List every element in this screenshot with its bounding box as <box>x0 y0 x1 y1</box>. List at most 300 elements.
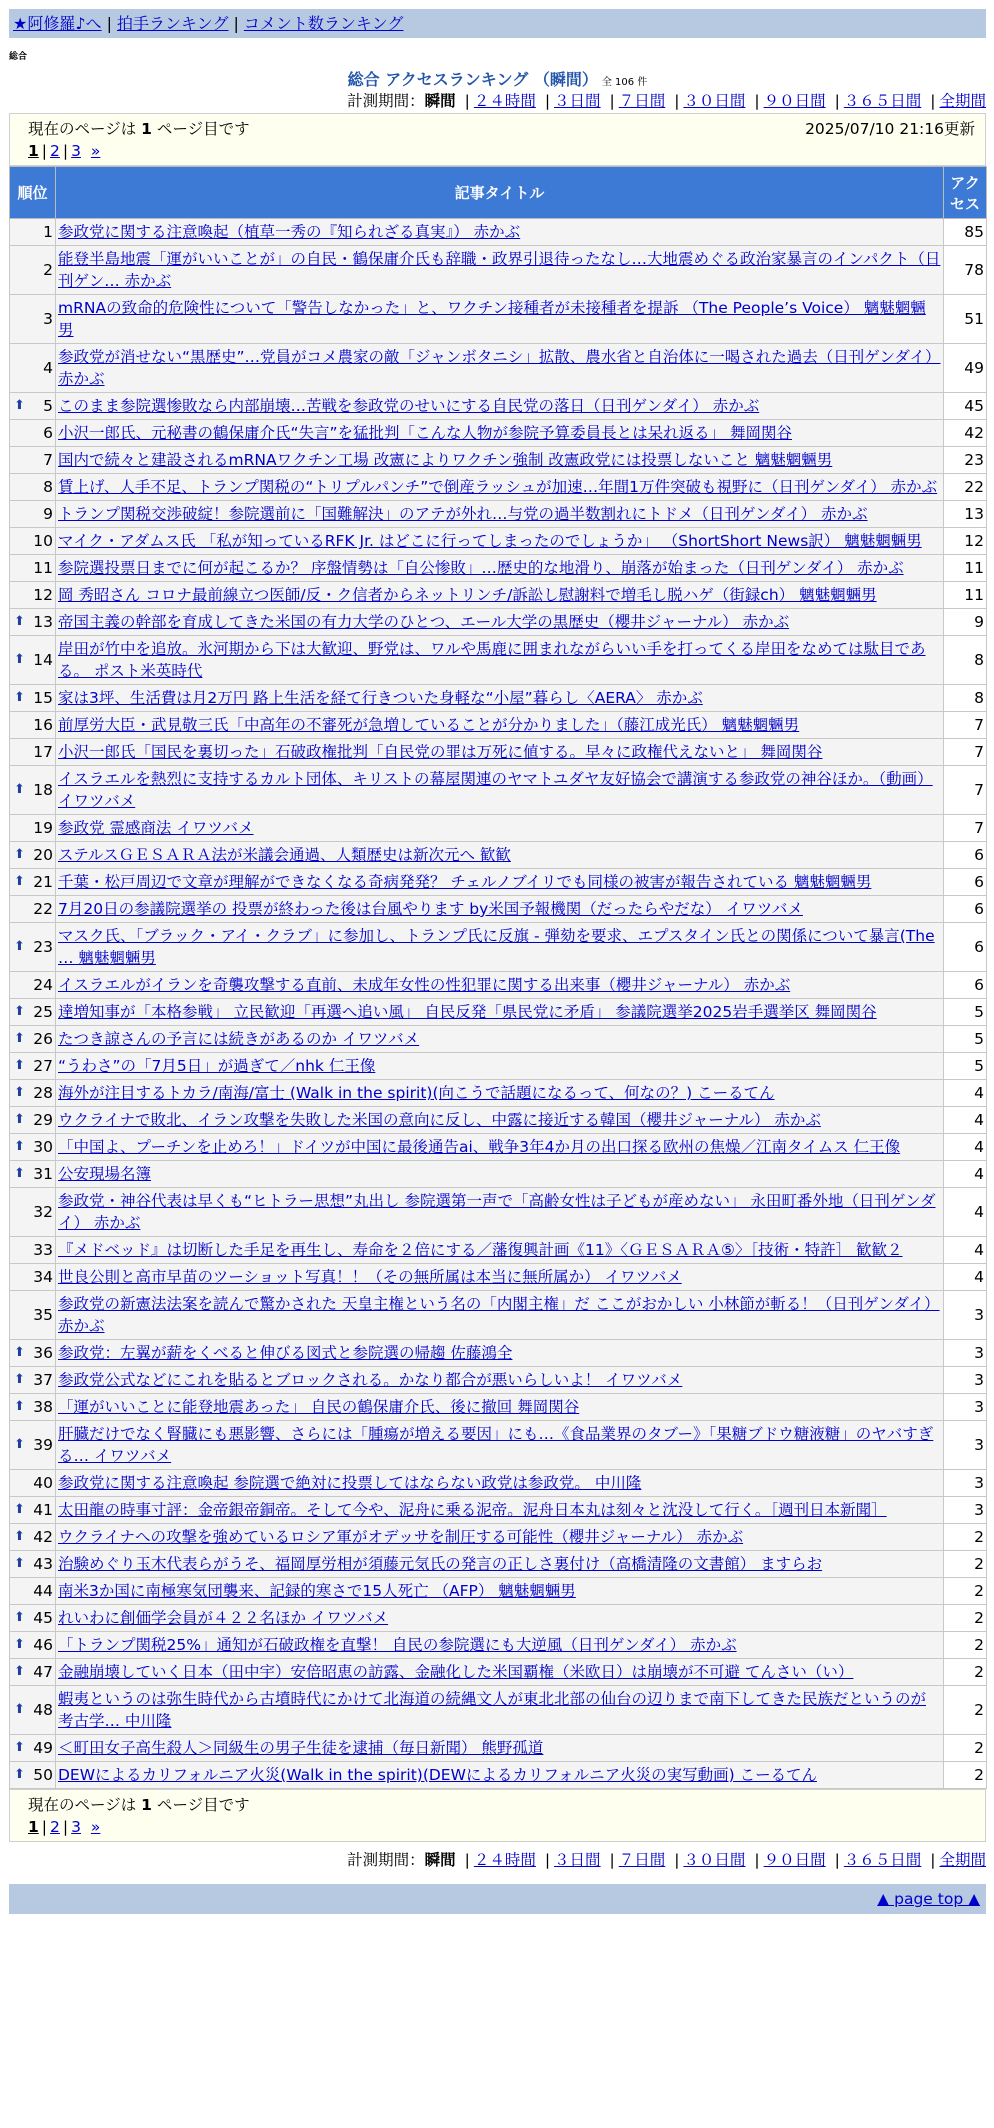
rank-cell <box>10 815 56 842</box>
page <box>9 0 986 1914</box>
up-arrow-icon: ⬆ <box>14 1610 25 1625</box>
access-count: 22 <box>944 474 987 501</box>
title-cell <box>56 1080 944 1107</box>
title-cell <box>56 1524 944 1551</box>
rank-cell <box>10 344 56 393</box>
rank-number: 38 <box>33 1398 53 1416</box>
table-row <box>10 1659 987 1686</box>
article-link[interactable]: 帝国主義の幹部を育成してきた米国の有力大学のひとつ、エール大学の黒歴史（櫻井ジャーナル） 赤かぶ <box>58 613 790 631</box>
table-row <box>10 1578 987 1605</box>
title-cell <box>56 1394 944 1421</box>
rank-number: 34 <box>33 1268 53 1286</box>
access-count: 6 <box>944 896 987 923</box>
article-link[interactable]: イスラエルを熱烈に支持するカルト団体、キリストの幕屋関連のヤマトユダヤ友好協会で講演する参政党の神谷ほか。（動画） イワツバメ <box>58 770 933 810</box>
rank-number: 43 <box>33 1555 53 1573</box>
access-count: 8 <box>944 685 987 712</box>
table-row <box>10 1524 987 1551</box>
rank-number: 48 <box>33 1701 53 1719</box>
article-link[interactable]: 小沢一郎氏、元秘書の鶴保庸介氏“失言”を猛批判「こんな人物が参院予算委員長とは呆れ返る」 舞岡関谷 <box>58 424 792 442</box>
rank-cell <box>10 1659 56 1686</box>
period-3d-link[interactable]: ３日間 <box>554 92 601 110</box>
article-link[interactable]: 千葉・松戸周辺で文章が理解ができなくなる奇病発発？ チェルノブイリでも同様の被害が報告されている 魑魅魍魎男 <box>58 873 872 891</box>
article-link[interactable]: 能登半島地震「運がいいことが」の自民・鶴保庸介氏も辞職・政界引退待ったなし…大地震めぐる政治家暴言のインパクト（日刊ゲン… 赤かぶ <box>58 250 941 290</box>
article-link[interactable]: ＜町田女子高生殺人＞同級生の男子生徒を逮捕（毎日新聞） 熊野孤道 <box>58 1739 544 1757</box>
period-365d-link[interactable]: ３６５日間 <box>843 1851 922 1869</box>
up-arrow-icon: ⬆ <box>14 1702 25 1717</box>
article-link[interactable]: 蝦夷というのは弥生時代から古墳時代にかけて北海道の続縄文人が東北北部の仙台の辺りまで南下してきた民族だというのが考古学… 中川隆 <box>58 1690 927 1730</box>
rank-cell <box>10 1421 56 1470</box>
rank-number: 32 <box>33 1203 53 1221</box>
rank-cell <box>10 842 56 869</box>
rank-number: 44 <box>33 1582 53 1600</box>
table-row <box>10 685 987 712</box>
title-cell <box>56 869 944 896</box>
rank-cell <box>10 1161 56 1188</box>
section-label: 総合 <box>9 52 28 62</box>
rank-cell <box>10 1237 56 1264</box>
updated-timestamp: 2025/07/10 21:16更新 <box>805 120 975 138</box>
rank-cell <box>10 1470 56 1497</box>
rank-cell <box>10 685 56 712</box>
table-row <box>10 1762 987 1789</box>
nav-asyura-link[interactable]: ★阿修羅♪へ <box>13 14 102 33</box>
title-cell <box>56 923 944 972</box>
article-link[interactable]: 肝臓だけでなく腎臓にも悪影響、さらには「腫瘍が増える要因」にも…《食品業界のタブー》「果糖ブドウ糖液糖」のヤバすぎる… イワツバメ <box>58 1425 934 1465</box>
rank-cell <box>10 869 56 896</box>
title-cell <box>56 1291 944 1340</box>
table-row <box>10 1237 987 1264</box>
article-link[interactable]: DEWによるカリフォルニア火災(Walk in the spirit)(DEWによるカリフォルニア火災の実写動画) こーるてん <box>58 1766 817 1784</box>
period-30d-link[interactable]: ３０日間 <box>683 92 746 110</box>
access-count: 2 <box>944 1551 987 1578</box>
table-row <box>10 869 987 896</box>
rank-number: 4 <box>43 359 53 377</box>
rank-number: 3 <box>43 310 53 328</box>
rank-cell <box>10 923 56 972</box>
access-count: 8 <box>944 636 987 685</box>
access-count: 2 <box>944 1686 987 1735</box>
table-row <box>10 393 987 420</box>
table-row <box>10 1188 987 1237</box>
nav-comment-ranking-link[interactable]: コメント数ランキング <box>243 14 404 33</box>
title-cell <box>56 1762 944 1789</box>
nav-separator: | <box>233 14 239 33</box>
table-row <box>10 1470 987 1497</box>
rank-number: 46 <box>33 1636 53 1654</box>
up-arrow-icon: ⬆ <box>14 1166 25 1181</box>
up-arrow-icon: ⬆ <box>14 1437 25 1452</box>
title-cell <box>56 842 944 869</box>
table-row <box>10 842 987 869</box>
nav-applause-ranking-link[interactable]: 拍手ランキング <box>116 14 229 33</box>
article-link[interactable]: 岡 秀昭さん コロナ最前線立つ医師/反・ク信者からネットリンチ/訴訟し慰謝料で増毛し脱ハゲ（街録ch） 魑魅魍魎男 <box>58 586 877 604</box>
period-all-link[interactable]: 全期間 <box>939 1851 986 1869</box>
rank-number: 20 <box>33 846 53 864</box>
up-arrow-icon: ⬆ <box>14 847 25 862</box>
title-cell <box>56 295 944 344</box>
title-cell <box>56 246 944 295</box>
table-row <box>10 923 987 972</box>
period-3d-link[interactable]: ３日間 <box>554 1851 601 1869</box>
rank-number: 2 <box>43 261 53 279</box>
current-page-text: 現在のページは 1 ページ目です <box>28 120 250 138</box>
rank-cell <box>10 219 56 246</box>
access-count: 23 <box>944 447 987 474</box>
pager-next[interactable]: » <box>90 142 101 160</box>
article-link[interactable]: 治験めぐり玉木代表らがうそ、福岡厚労相が須藤元気氏の発言の正しさ裏付け（高橋清隆の文書館） ますらお <box>58 1555 823 1573</box>
title-cell <box>56 420 944 447</box>
table-row <box>10 1340 987 1367</box>
up-arrow-icon: ⬆ <box>14 1529 25 1544</box>
table-row <box>10 766 987 815</box>
article-link[interactable]: 参政党公式などにこれを貼るとブロックされる。かなり都合が悪いらしいよ！ イワツバメ <box>58 1371 683 1389</box>
period-30d-link[interactable]: ３０日間 <box>683 1851 746 1869</box>
access-count: 9 <box>944 609 987 636</box>
rank-cell <box>10 1762 56 1789</box>
page-info-bottom <box>9 1789 986 1842</box>
title-cell <box>56 739 944 766</box>
title-cell <box>56 815 944 842</box>
up-arrow-icon: ⬆ <box>14 1664 25 1679</box>
article-link[interactable]: 金融崩壊していく日本（田中宇）安倍昭恵の訪露、金融化した米国覇権（米欧日）は崩壊が不可避 てんさい（い） <box>58 1663 854 1681</box>
rank-cell <box>10 1524 56 1551</box>
period-365d-link[interactable]: ３６５日間 <box>843 92 922 110</box>
article-link[interactable]: 南米3か国に南極寒気団襲来、記録的寒さで15人死亡 （AFP） 魑魅魍魎男 <box>58 1582 576 1600</box>
title-cell <box>56 1340 944 1367</box>
period-90d-link[interactable]: ９０日間 <box>763 1851 826 1869</box>
up-arrow-icon: ⬆ <box>14 1058 25 1073</box>
title-cell <box>56 474 944 501</box>
article-link[interactable]: 「中国よ、プーチンを止めろ！」ドイツが中国に最後通告ai、戦争3年4か月の出口探る欧州の焦燥／江南タイムス 仁王像 <box>58 1138 901 1156</box>
article-link[interactable]: 小沢一郎氏「国民を裏切った」石破政権批判「自民党の罪は万死に値する。早々に政権代えないと」 舞岡関谷 <box>58 743 823 761</box>
article-link[interactable]: 国内で続々と建設されるmRNAワクチン工場 改憲によりワクチン強制 改憲政党には投票しないこと 魑魅魍魎男 <box>58 451 833 469</box>
article-link[interactable]: イスラエルがイランを奇襲攻撃する直前、未成年女性の性犯罪に関する出来事（櫻井ジャーナル） 赤かぶ <box>58 976 791 994</box>
up-arrow-icon: ⬆ <box>14 1112 25 1127</box>
title-cell <box>56 344 944 393</box>
rank-cell <box>10 896 56 923</box>
table-row <box>10 344 987 393</box>
access-count: 11 <box>944 555 987 582</box>
article-link[interactable]: 参政党に関する注意喚起（植草一秀の『知られざる真実』） 赤かぶ <box>58 223 521 241</box>
period-current: 瞬間 <box>424 92 456 110</box>
period-7d-link[interactable]: ７日間 <box>618 92 666 110</box>
access-count: 6 <box>944 923 987 972</box>
rank-number: 12 <box>33 586 53 604</box>
article-link[interactable]: 公安現場名簿 <box>58 1165 152 1183</box>
rank-number: 31 <box>33 1165 53 1183</box>
total-count: 全 106 件 <box>601 77 648 88</box>
pager-page-2[interactable]: 2 <box>50 1818 60 1836</box>
article-link[interactable]: 賃上げ、人手不足、トランプ関税の“トリプルパンチ”で倒産ラッシュが加速…年間1万件突破も視野に（日刊ゲンダイ） 赤かぶ <box>58 478 938 496</box>
up-arrow-icon: ⬆ <box>14 614 25 629</box>
up-arrow-icon: ⬆ <box>14 1637 25 1652</box>
access-count: 6 <box>944 869 987 896</box>
title-cell <box>56 609 944 636</box>
rank-number: 24 <box>33 976 53 994</box>
period-90d-link[interactable]: ９０日間 <box>763 92 826 110</box>
title-cell <box>56 582 944 609</box>
rank-cell <box>10 1578 56 1605</box>
rank-cell <box>10 582 56 609</box>
article-link[interactable]: たつき諒さんの予言には続きがあるのか イワツバメ <box>58 1030 420 1048</box>
title-cell <box>56 1264 944 1291</box>
table-row <box>10 1497 987 1524</box>
access-count: 4 <box>944 1188 987 1237</box>
article-link[interactable]: 世良公則と高市早苗のツーショット写真！！（その無所属は本当に無所属か） イワツバメ <box>58 1268 682 1286</box>
title-cell <box>56 219 944 246</box>
bottom-bar <box>9 1884 986 1914</box>
rank-number: 8 <box>43 478 53 496</box>
period-all-link[interactable]: 全期間 <box>939 92 986 110</box>
table-row <box>10 1291 987 1340</box>
rank-number: 7 <box>43 451 53 469</box>
col-header-title: 記事タイトル <box>56 167 944 219</box>
up-arrow-icon: ⬆ <box>14 1767 25 1782</box>
period-24h-link[interactable]: ２４時間 <box>473 92 536 110</box>
article-link[interactable]: ウクライナで敗北、イラン攻撃を失敗した米国の意向に反し、中露に接近する韓国（櫻井ジャーナル） 赤かぶ <box>58 1111 821 1129</box>
article-link[interactable]: 達増知事が「本格参戦」 立民歓迎「再選へ追い風」 自民反発「県民党に矛盾」 参議院選挙2025岩手選挙区 舞岡関谷 <box>58 1003 877 1021</box>
rank-cell <box>10 766 56 815</box>
title-cell <box>56 1470 944 1497</box>
rank-number: 35 <box>33 1306 53 1324</box>
pager-page-3[interactable]: 3 <box>71 1818 82 1836</box>
page-info-top <box>9 113 986 166</box>
table-row <box>10 474 987 501</box>
article-link[interactable]: mRNAの致命的危険性について「警告しなかった」と、ワクチン接種者が未接種者を提訴 （The People’s Voice） 魑魅魍魎男 <box>58 299 926 339</box>
table-row <box>10 636 987 685</box>
rank-number: 10 <box>33 532 53 550</box>
access-count: 3 <box>944 1291 987 1340</box>
current-page-text: 現在のページは 1 ページ目です <box>28 1796 250 1814</box>
rank-number: 36 <box>33 1344 53 1362</box>
access-count: 5 <box>944 1026 987 1053</box>
access-count: 4 <box>944 1264 987 1291</box>
access-count: 6 <box>944 842 987 869</box>
article-link[interactable]: 7月20日の参議院選挙の 投票が終わった後は台風やります by米国予報機関（だったらやだな） イワツバメ <box>58 900 803 918</box>
title-cell <box>56 1659 944 1686</box>
article-link[interactable]: れいわに創価学会員が４２２名ほか イワツバメ <box>58 1609 389 1627</box>
rank-cell <box>10 1340 56 1367</box>
table-row <box>10 219 987 246</box>
pager-page-2[interactable]: 2 <box>50 142 60 160</box>
page-title: 総合 アクセスランキング （瞬間） <box>347 70 598 89</box>
rank-cell <box>10 1551 56 1578</box>
title-cell <box>56 1188 944 1237</box>
title-cell <box>56 1161 944 1188</box>
access-count: 2 <box>944 1578 987 1605</box>
up-arrow-icon: ⬆ <box>14 1345 25 1360</box>
table-row <box>10 896 987 923</box>
title-cell <box>56 1735 944 1762</box>
title-cell <box>56 1421 944 1470</box>
title-cell <box>56 447 944 474</box>
rank-number: 22 <box>33 900 53 918</box>
rank-cell <box>10 1497 56 1524</box>
up-arrow-icon: ⬆ <box>14 1399 25 1414</box>
article-link[interactable]: マスク氏、「ブラック・アイ・クラブ」に参加し、トランプ氏に反旗 - 弾劾を要求、エプスタイン氏との関係について暴言(The … 魑魅魍魎男 <box>58 927 935 967</box>
rank-number: 9 <box>43 505 53 523</box>
rank-cell <box>10 1686 56 1735</box>
rank-number: 13 <box>33 613 53 631</box>
access-count: 3 <box>944 1470 987 1497</box>
rank-number: 17 <box>33 743 53 761</box>
article-link[interactable]: 太田龍の時事寸評：金帝銀帝銅帝。そして今や、泥舟に乗る泥帝。泥舟日本丸は刻々と沈没して行く。［週刊日本新聞］ <box>58 1501 887 1519</box>
up-arrow-icon: ⬆ <box>14 1031 25 1046</box>
title-cell <box>56 1632 944 1659</box>
article-link[interactable]: 「トランプ関税25%」通知が石破政権を直撃！ 自民の参院選にも大逆風（日刊ゲンダイ） 赤かぶ <box>58 1636 737 1654</box>
article-link[interactable]: このまま参院選惨敗なら内部崩壊…苦戦を参政党のせいにする自民党の落日（日刊ゲンダイ） 赤かぶ <box>58 397 760 415</box>
pager-page-3[interactable]: 3 <box>71 142 82 160</box>
period-24h-link[interactable]: ２４時間 <box>473 1851 536 1869</box>
up-arrow-icon: ⬆ <box>14 1740 25 1755</box>
table-row <box>10 999 987 1026</box>
rank-cell <box>10 999 56 1026</box>
article-link[interactable]: 参政党の新憲法法案を読んで驚かされた 天皇主権という名の「内閣主権」だ ここがおかしい 小林節が斬る！（日刊ゲンダイ） 赤かぶ <box>58 1295 940 1335</box>
rank-number: 15 <box>33 689 53 707</box>
access-count: 51 <box>944 295 987 344</box>
article-link[interactable]: ステルスＧＥＳＡＲＡ法が米議会通過、人類歴史は新次元へ 歓歓 <box>58 846 511 864</box>
rank-number: 16 <box>33 716 53 734</box>
rank-cell <box>10 972 56 999</box>
rank-number: 47 <box>33 1663 53 1681</box>
article-link[interactable]: 参院選投票日までに何が起こるか？ 序盤情勢は「自公惨敗」…歴史的な地滑り、崩落が始まった（日刊ゲンダイ） 赤かぶ <box>58 559 904 577</box>
access-count: 3 <box>944 1340 987 1367</box>
title-cell <box>56 1237 944 1264</box>
access-count: 2 <box>944 1632 987 1659</box>
article-link[interactable]: トランプ関税交渉破綻！参院選前に「国難解決」のアテが外れ…与党の過半数割れにトドメ（日刊ゲンダイ） 赤かぶ <box>58 505 868 523</box>
access-count: 5 <box>944 999 987 1026</box>
table-row <box>10 246 987 295</box>
up-arrow-icon: ⬆ <box>14 939 25 954</box>
pager-next[interactable]: » <box>90 1818 101 1836</box>
table-row <box>10 447 987 474</box>
up-arrow-icon: ⬆ <box>14 690 25 705</box>
rank-cell <box>10 712 56 739</box>
rank-number: 28 <box>33 1084 53 1102</box>
page-top-link[interactable]: ▲ page top ▲ <box>877 1890 980 1908</box>
article-link[interactable]: 岸田が竹中を追放。氷河期から下は大歓迎、野党は、ワルや馬鹿に囲まれながらいい手を打ってくる岸田をなめては駄目である。 ポスト米英時代 <box>58 640 926 680</box>
article-link[interactable]: 前厚労大臣・武見敬三氏「中高年の不審死が急増していることが分かりました」（藤江成光氏） 魑魅魍魎男 <box>58 716 800 734</box>
rank-cell <box>10 1735 56 1762</box>
access-count: 45 <box>944 393 987 420</box>
rank-cell <box>10 528 56 555</box>
rank-cell <box>10 636 56 685</box>
article-link[interactable]: “うわさ”の「7月5日」が過ぎて／nhk 仁王像 <box>58 1057 376 1075</box>
rank-cell <box>10 1026 56 1053</box>
title-cell <box>56 712 944 739</box>
pager-current: 1 <box>28 1818 39 1836</box>
ranking-body <box>10 219 987 1789</box>
access-count: 7 <box>944 766 987 815</box>
col-header-access: アクセス <box>944 167 987 219</box>
access-count: 4 <box>944 1161 987 1188</box>
article-link[interactable]: 参政党 霊感商法 イワツバメ <box>58 819 254 837</box>
up-arrow-icon: ⬆ <box>14 1556 25 1571</box>
table-row <box>10 1026 987 1053</box>
rank-number: 40 <box>33 1474 53 1492</box>
rank-cell <box>10 739 56 766</box>
table-row <box>10 1161 987 1188</box>
access-count: 7 <box>944 739 987 766</box>
up-arrow-icon: ⬆ <box>14 1372 25 1387</box>
table-row <box>10 501 987 528</box>
title-cell <box>56 528 944 555</box>
title-cell <box>56 896 944 923</box>
table-row <box>10 1080 987 1107</box>
title-cell <box>56 1134 944 1161</box>
rank-cell <box>10 1632 56 1659</box>
article-link[interactable]: ウクライナへの攻撃を強めているロシア軍がオデッサを制圧する可能性（櫻井ジャーナル） 赤かぶ <box>58 1528 744 1546</box>
article-link[interactable]: 参政党・神谷代表は早くも“ヒトラー思想”丸出し 参院選第一声で「高齢女性は子どもが産めない」 永田町番外地（日刊ゲンダイ） 赤かぶ <box>58 1192 936 1232</box>
page-heading <box>9 67 986 89</box>
rank-cell <box>10 1367 56 1394</box>
table-row <box>10 582 987 609</box>
up-arrow-icon: ⬆ <box>14 652 25 667</box>
rank-number: 33 <box>33 1241 53 1259</box>
table-row <box>10 1605 987 1632</box>
pager-bottom: 1 | 2 | 3 » <box>28 1818 101 1836</box>
article-link[interactable]: 『メドベッド』は切断した手足を再生し、寿命を２倍にする／藩復興計画《11》〈ＧＥＳＡＲＡ⑤〉［技術・特許］ 歓歓２ <box>58 1241 903 1259</box>
access-count: 4 <box>944 1107 987 1134</box>
rank-number: 5 <box>43 397 53 415</box>
access-count: 4 <box>944 1237 987 1264</box>
article-link[interactable]: 参政党：左翼が薪をくべると伸びる図式と参院選の帰趨 佐藤鴻全 <box>58 1344 513 1362</box>
article-link[interactable]: 家は3坪、生活費は月2万円 路上生活を経て行きついた身軽な“小屋”暮らし〈AERA〉 赤かぶ <box>58 689 703 707</box>
rank-number: 37 <box>33 1371 53 1389</box>
access-count: 2 <box>944 1659 987 1686</box>
article-link[interactable]: 参政党が消せない“黒歴史”…党員がコメ農家の敵「ジャンボタニシ」拡散、農水省と自治体に一喝された過去（日刊ゲンダイ） 赤かぶ <box>58 348 941 388</box>
rank-cell <box>10 447 56 474</box>
period-selector-bottom: 計測期間：瞬間 | ２４時間 | ３日間 | ７日間 | ３０日間 | ９０日間 | ３６５日間 | 全期間 <box>347 1851 986 1869</box>
table-row <box>10 1367 987 1394</box>
up-arrow-icon: ⬆ <box>14 398 25 413</box>
pager-current: 1 <box>28 142 39 160</box>
table-row <box>10 295 987 344</box>
article-link[interactable]: マイク・アダムス氏 「私が知っているRFK Jr. はどこに行ってしまったのでしょうか」 （ShortShort News訳） 魑魅魍魎男 <box>58 532 922 550</box>
article-link[interactable]: 参政党に関する注意喚起 参院選で絶対に投票してはならない政党は参政党。 中川隆 <box>58 1474 642 1492</box>
rank-cell <box>10 1291 56 1340</box>
title-cell <box>56 972 944 999</box>
access-count: 85 <box>944 219 987 246</box>
rank-number: 26 <box>33 1030 53 1048</box>
title-cell <box>56 1551 944 1578</box>
pager-top: 1 | 2 | 3 » <box>28 142 101 160</box>
table-row <box>10 1551 987 1578</box>
article-link[interactable]: 「運がいいことに能登地震あった」 自民の鶴保庸介氏、後に撤回 舞岡関谷 <box>58 1398 580 1416</box>
up-arrow-icon: ⬆ <box>14 782 25 797</box>
table-row <box>10 1735 987 1762</box>
rank-cell <box>10 295 56 344</box>
rank-cell <box>10 1394 56 1421</box>
up-arrow-icon: ⬆ <box>14 1139 25 1154</box>
title-cell <box>56 999 944 1026</box>
up-arrow-icon: ⬆ <box>14 1502 25 1517</box>
table-row <box>10 739 987 766</box>
title-cell <box>56 1107 944 1134</box>
access-count: 4 <box>944 1134 987 1161</box>
rank-number: 42 <box>33 1528 53 1546</box>
access-count: 2 <box>944 1524 987 1551</box>
access-count: 7 <box>944 815 987 842</box>
table-row <box>10 609 987 636</box>
rank-number: 30 <box>33 1138 53 1156</box>
article-link[interactable]: 海外が注目するトカラ/南海/富士 (Walk in the spirit)(向こうで話題になるって、何なの？) こーるてん <box>58 1084 775 1102</box>
period-7d-link[interactable]: ７日間 <box>618 1851 666 1869</box>
rank-cell <box>10 609 56 636</box>
table-row <box>10 815 987 842</box>
period-label: 計測期間： <box>347 92 425 110</box>
access-count: 3 <box>944 1367 987 1394</box>
